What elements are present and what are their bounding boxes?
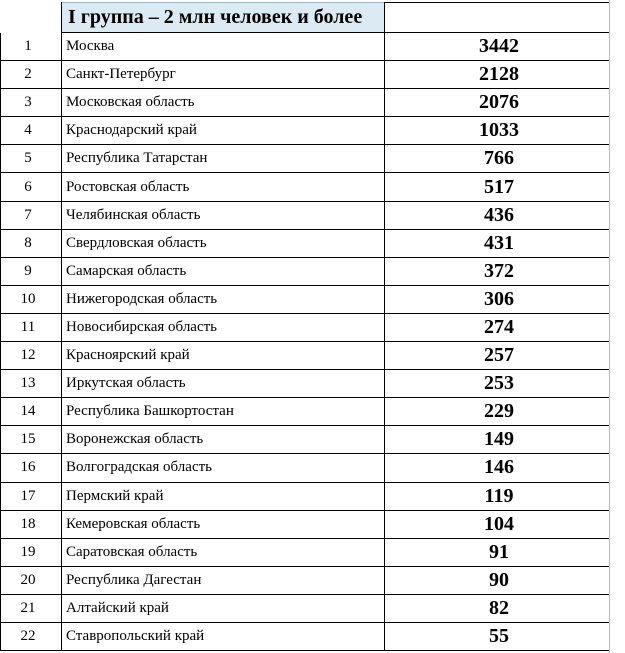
value-cell[interactable]: 2128	[385, 61, 614, 89]
table-row	[1, 398, 614, 426]
value-cell[interactable]: 766	[385, 145, 614, 173]
table-row	[1, 566, 614, 594]
table-row	[1, 89, 614, 117]
row-number[interactable]: 4	[1, 117, 62, 145]
table-row	[1, 33, 614, 61]
region-name[interactable]: Пермский край	[62, 482, 385, 510]
value-cell[interactable]: 306	[385, 285, 614, 313]
region-name[interactable]: Волгоградская область	[62, 454, 385, 482]
table-row	[1, 173, 614, 201]
ranking-table	[0, 2, 614, 651]
row-number[interactable]: 2	[1, 61, 62, 89]
value-cell[interactable]: 104	[385, 510, 614, 538]
table-row	[1, 594, 614, 622]
row-number[interactable]: 18	[1, 510, 62, 538]
region-name[interactable]: Кемеровская область	[62, 510, 385, 538]
value-cell[interactable]: 1033	[385, 117, 614, 145]
region-name[interactable]: Ставропольский край	[62, 622, 385, 650]
value-cell[interactable]: 2076	[385, 89, 614, 117]
row-number[interactable]: 15	[1, 426, 62, 454]
value-cell[interactable]: 436	[385, 201, 614, 229]
table-row	[1, 454, 614, 482]
region-name[interactable]: Воронежская область	[62, 426, 385, 454]
table-row	[1, 342, 614, 370]
region-name[interactable]: Краснодарский край	[62, 117, 385, 145]
table-row	[1, 313, 614, 341]
row-number[interactable]: 7	[1, 201, 62, 229]
row-number[interactable]: 10	[1, 285, 62, 313]
value-cell[interactable]: 257	[385, 342, 614, 370]
row-number[interactable]: 19	[1, 538, 62, 566]
value-cell[interactable]: 91	[385, 538, 614, 566]
row-number[interactable]: 13	[1, 370, 62, 398]
value-cell[interactable]: 90	[385, 566, 614, 594]
table-row	[1, 538, 614, 566]
group-title[interactable]: I группа – 2 млн человек и более	[62, 3, 385, 33]
row-number[interactable]: 16	[1, 454, 62, 482]
table-row	[1, 61, 614, 89]
region-name[interactable]: Иркутская область	[62, 370, 385, 398]
value-cell[interactable]: 146	[385, 454, 614, 482]
value-cell[interactable]: 229	[385, 398, 614, 426]
row-number[interactable]: 12	[1, 342, 62, 370]
table-row	[1, 622, 614, 650]
row-number[interactable]: 22	[1, 622, 62, 650]
table-row	[1, 482, 614, 510]
row-number[interactable]: 20	[1, 566, 62, 594]
row-number[interactable]: 5	[1, 145, 62, 173]
row-number[interactable]: 3	[1, 89, 62, 117]
value-cell[interactable]: 3442	[385, 33, 614, 61]
header-value-cell[interactable]	[385, 3, 614, 33]
table-row	[1, 285, 614, 313]
row-number[interactable]: 17	[1, 482, 62, 510]
value-cell[interactable]: 55	[385, 622, 614, 650]
table-row	[1, 257, 614, 285]
value-cell[interactable]: 372	[385, 257, 614, 285]
region-name[interactable]: Московская область	[62, 89, 385, 117]
region-name[interactable]: Санкт-Петербург	[62, 61, 385, 89]
value-cell[interactable]: 119	[385, 482, 614, 510]
row-number[interactable]: 14	[1, 398, 62, 426]
value-cell[interactable]: 517	[385, 173, 614, 201]
row-number[interactable]: 6	[1, 173, 62, 201]
region-name[interactable]: Республика Татарстан	[62, 145, 385, 173]
region-name[interactable]: Ростовская область	[62, 173, 385, 201]
region-name[interactable]: Самарская область	[62, 257, 385, 285]
table-row	[1, 370, 614, 398]
table-row	[1, 510, 614, 538]
row-number[interactable]: 11	[1, 313, 62, 341]
table-row	[1, 229, 614, 257]
header-num-cell[interactable]	[1, 3, 62, 33]
value-cell[interactable]: 431	[385, 229, 614, 257]
row-number[interactable]: 8	[1, 229, 62, 257]
region-name[interactable]: Республика Дагестан	[62, 566, 385, 594]
value-cell[interactable]: 82	[385, 594, 614, 622]
window-edge	[609, 0, 625, 653]
header-row	[1, 3, 614, 33]
table-row	[1, 117, 614, 145]
region-name[interactable]: Челябинская область	[62, 201, 385, 229]
row-number[interactable]: 1	[1, 33, 62, 61]
region-name[interactable]: Саратовская область	[62, 538, 385, 566]
region-name[interactable]: Красноярский край	[62, 342, 385, 370]
table-row	[1, 426, 614, 454]
region-name[interactable]: Нижегородская область	[62, 285, 385, 313]
value-cell[interactable]: 253	[385, 370, 614, 398]
region-name[interactable]: Новосибирская область	[62, 313, 385, 341]
row-number[interactable]: 9	[1, 257, 62, 285]
region-name[interactable]: Республика Башкортостан	[62, 398, 385, 426]
value-cell[interactable]: 149	[385, 426, 614, 454]
region-name[interactable]: Алтайский край	[62, 594, 385, 622]
region-name[interactable]: Москва	[62, 33, 385, 61]
table-row	[1, 145, 614, 173]
region-name[interactable]: Свердловская область	[62, 229, 385, 257]
table-row	[1, 201, 614, 229]
row-number[interactable]: 21	[1, 594, 62, 622]
value-cell[interactable]: 274	[385, 313, 614, 341]
